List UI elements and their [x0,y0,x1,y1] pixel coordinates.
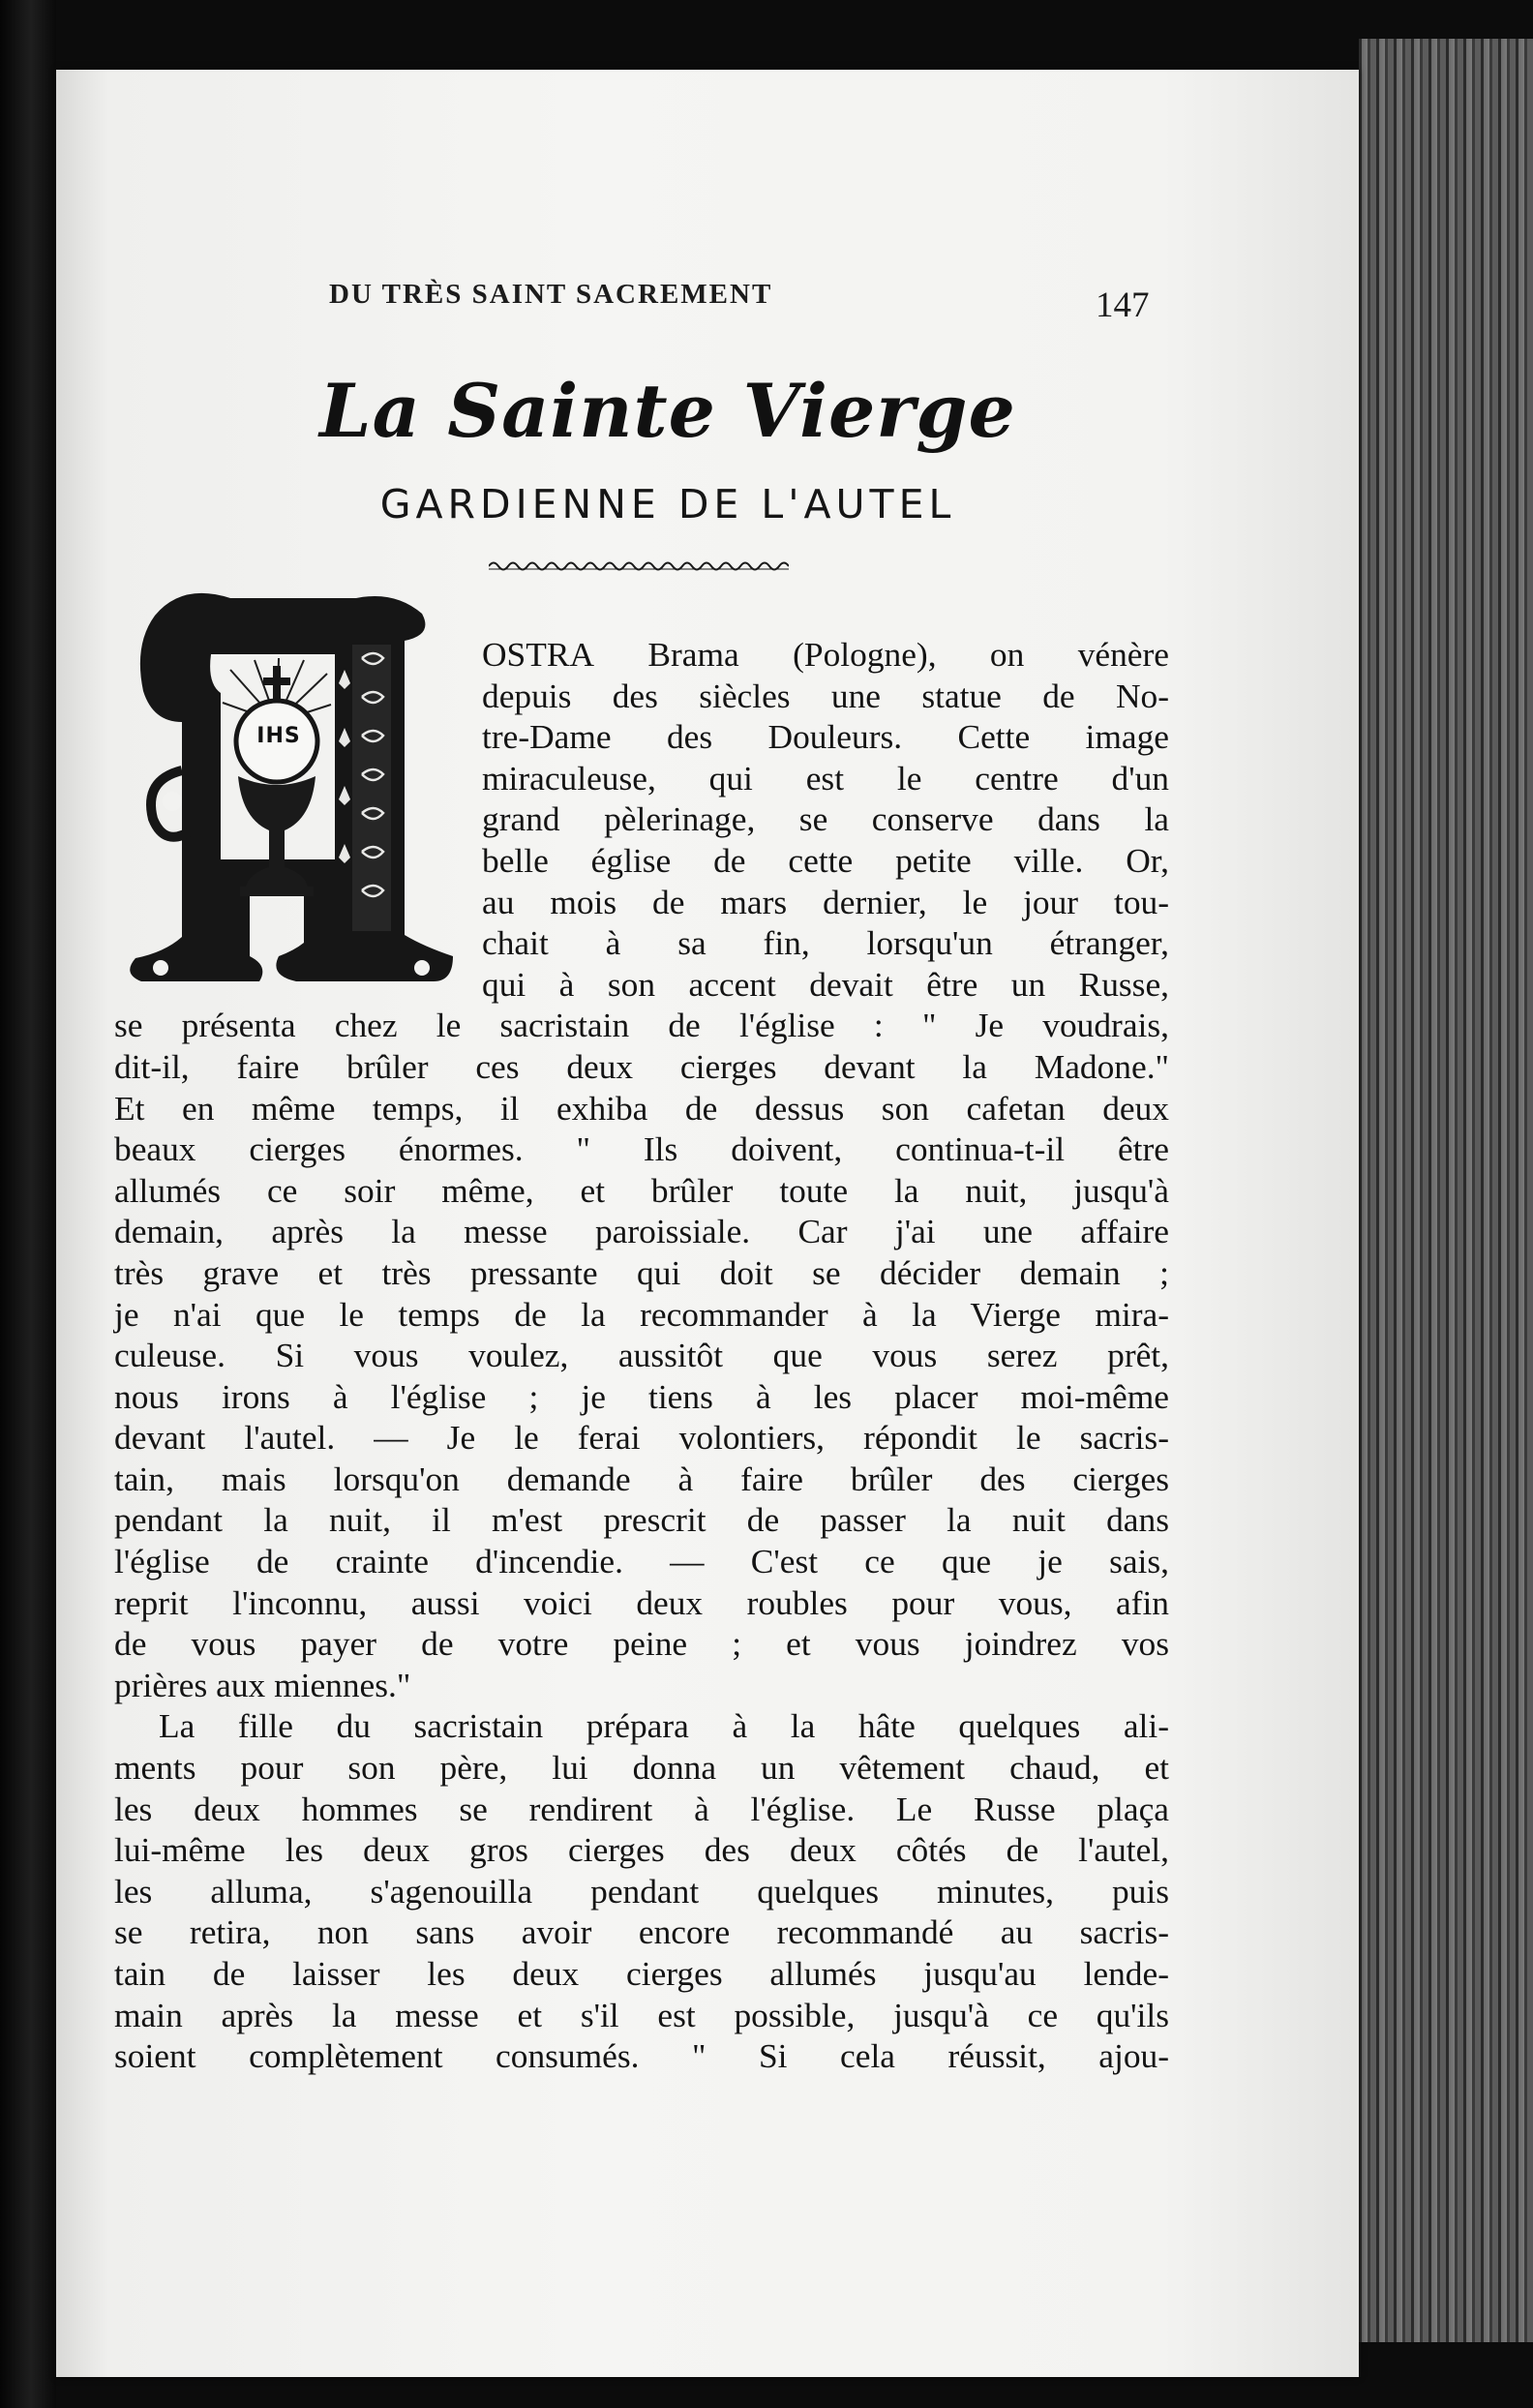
text-line: les alluma, s'agenouilla pendant quelques minutes, puis [114,1871,1169,1911]
text-line: depuis des siècles une statue de No- [482,676,1169,715]
text-line: reprit l'inconnu, aussi voici deux roubles pour vous, afin [114,1582,1169,1622]
text-line: nous irons à l'église ; je tiens à les placer moi-même [114,1376,1169,1416]
text-line: dit-il, faire brûler ces deux cierges devant la Madone." [114,1046,1169,1086]
text-line: l'église de crainte d'incendie. — C'est ce que je sais, [114,1542,1169,1581]
text-line: se présenta chez le sacristain de l'église : " Je voudrais, [114,1006,1169,1045]
text-line: allumés ce soir même, et brûler toute la nuit, jusqu'à [114,1170,1169,1210]
text-line: très grave et très pressante qui doit se décider demain ; [114,1252,1169,1292]
text-line: tain, mais lorsqu'on demande à faire brûler des cierges [114,1459,1169,1498]
text-line: La fille du sacristain prépara à la hâte quelques ali- [159,1706,1169,1746]
text-line: culeuse. Si vous voulez, aussitôt que vous serez prêt, [114,1336,1169,1375]
page-stack-edges [1359,39,1533,2342]
text-line: se retira, non sans avoir encore recommandé au sacris- [114,1912,1169,1952]
text-line: belle église de cette petite ville. Or, [482,840,1169,880]
text-line: de vous payer de votre peine ; et vous joindrez vos [114,1624,1169,1664]
text-line: tain de laisser les deux cierges allumés jusqu'au lende- [114,1954,1169,1993]
text-line: au mois de mars dernier, le jour tou- [482,882,1169,921]
book-spine-shadow [0,0,56,2408]
page-number: 147 [1096,286,1150,325]
article-body [114,634,1169,2144]
text-line: demain, après la messe paroissiale. Car j'ai une affaire [114,1212,1169,1251]
text-line: miraculeuse, qui est le centre d'un [482,758,1169,798]
text-line: Et en même temps, il exhiba de dessus son cafetan deux [114,1088,1169,1128]
drop-cap-monogram: IHS [256,724,301,748]
text-line: qui à son accent devait être un Russe, [482,964,1169,1004]
text-line: ments pour son père, lui donna un vêtement chaud, et [114,1748,1169,1788]
text-line: tre-Dame des Douleurs. Cette image [482,717,1169,757]
text-line: grand pèlerinage, se conserve dans la [482,799,1169,839]
text-line: chait à sa fin, lorsqu'un étranger, [482,923,1169,963]
text-line: devant l'autel. — Je le ferai volontiers, répondit le sacris- [114,1418,1169,1458]
text-line: beaux cierges énormes. " Ils doivent, continua-t-il être [114,1129,1169,1169]
text-line: soient complètement consumés. " Si cela réussit, ajou- [114,2036,1169,2076]
running-head: DU TRÈS SAINT SACREMENT [329,279,773,310]
article-subtitle: GARDIENNE DE L'AUTEL [379,481,956,527]
text-line: les deux hommes se rendirent à l'église. Le Russe plaça [114,1789,1169,1828]
text-line: prières aux miennes." [114,1665,411,1704]
text-line: pendant la nuit, il m'est prescrit de passer la nuit dans [114,1500,1169,1540]
article-title: La Sainte Vierge [319,368,1016,454]
text-line: main après la messe et s'il est possible, jusqu'à ce qu'ils [114,1995,1169,2034]
text-line: OSTRA Brama (Pologne), on vénère [482,635,1169,674]
first-word-rest: OSTRA [482,635,595,674]
text-line: je n'ai que le temps de la recommander à la Vierge mira- [114,1294,1169,1334]
text-line: lui-même les deux gros cierges des deux côtés de l'autel, [114,1830,1169,1870]
ornament-wavy-rule [489,558,789,574]
